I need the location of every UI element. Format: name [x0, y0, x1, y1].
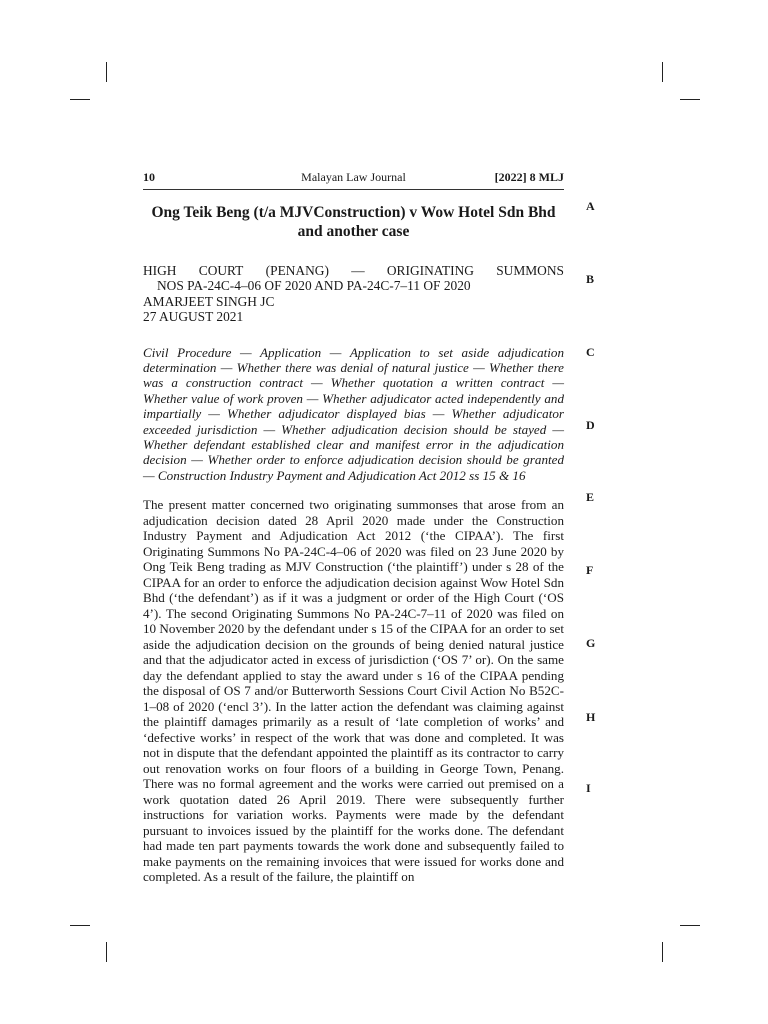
court-word: HIGH	[143, 263, 177, 278]
margin-letter: H	[586, 710, 596, 724]
crop-mark	[70, 99, 90, 100]
margin-letter: D	[586, 418, 595, 432]
margin-letter: G	[586, 636, 596, 650]
margin-letters	[586, 0, 598, 1024]
court-word: ORIGINATING	[386, 263, 474, 278]
margin-letter: C	[586, 345, 595, 359]
page-number: 10	[143, 170, 155, 184]
crop-mark	[680, 925, 700, 926]
crop-mark	[70, 925, 90, 926]
case-title	[143, 203, 564, 241]
crop-mark	[662, 942, 663, 962]
judge-name: AMARJEET SINGH JC	[143, 293, 275, 309]
crop-mark	[106, 62, 107, 82]
margin-letter: F	[586, 563, 594, 577]
running-head	[143, 170, 564, 190]
decision-date: 27 AUGUST 2021	[143, 309, 244, 325]
court-line	[143, 263, 564, 278]
margin-letter: B	[586, 272, 595, 286]
headnote: The present matter concerned two originating summonses that arose from an adjudication decision dated 28 April 2020 made under the Construction Industry Payment and Adjudication Act 2012 (‘the CIPAA’). The first Originating Summons No PA-24C-4–06 of 2020 was filed on 23 June 2020 by Ong Teik Beng trading as MJV Construction (‘the plaintiff’) under s 28 of the CIPAA for an order to enforce the adjudication decision against Wow Hotel Sdn Bhd (‘the defendant’) as if it was a judgment or order of the High Court (‘OS 4’). The second Originating Summons No PA-24C-7–11 of 2020 was filed on 10 November 2020 by the defendant under s 15 of the CIPAA for an order to set aside the adjudication decision on the grounds of being denied natural justice and that the adjudicator acted in excess of jurisdiction (‘OS 7’ or). On the same day the defendant applied to stay the award under s 16 of the CIPAA pending the disposal of OS 7 and/or Butterworth Sessions Court Civil Action No B52C-1–08 of 2020 (‘encl 3’). In the latter action the defendant was claiming against the plaintiff damages primarily as a result of ‘late completion of works’ and ‘defective works’ in respect of the work that was done and completed. It was not in dispute that the defendant appointed the plaintiff as its contractor to carry out renovation works on four floors of a building in George Town, Penang. There was no formal agreement and the works were carried out premised on a work quotation dated 26 April 2019. There were subsequently further instructions for variation works. Payments were made by the defendant pursuant to invoices issued by the plaintiff for the works done. The defendant had made ten part payments towards the work done and subsequently failed to make payments on the remaining invoices that were issued for works done and completed. As a result of the failure, the plaintiff on	[143, 497, 564, 885]
court-word: COURT	[198, 263, 244, 278]
case-title-line: and another case	[297, 223, 410, 240]
journal-name: Malayan Law Journal	[301, 170, 406, 184]
court-word: —	[351, 263, 365, 278]
court-word: (PENANG)	[265, 263, 329, 278]
court-details	[143, 263, 564, 325]
page-body	[143, 170, 564, 885]
margin-letter: E	[586, 490, 595, 504]
catchwords: Civil Procedure — Application — Application to set aside adjudication determination — Whether there was denial of natural justice — Whether there was a construction contract — Whether quotation a written contract — Whether value of work proven — Whether adjudicator acted independently and impartially — Whether adjudicator displayed bias — Whether adjudicator exceeded jurisdiction — Whether adjudication decision should be stayed — Whether defendant established clear and manifest error in the adjudication decision — Whether order to enforce adjudication decision should be granted — Construction Industry Payment and Adjudication Act 2012 ss 15 & 16	[143, 344, 564, 483]
court-word: SUMMONS	[496, 263, 564, 278]
crop-mark	[680, 99, 700, 100]
margin-letter: A	[586, 199, 595, 213]
court-line: NOS PA-24C-4–06 OF 2020 AND PA-24C-7–11 OF 2020	[157, 278, 471, 294]
margin-letter: I	[586, 781, 591, 795]
case-title-line: Ong Teik Beng (t/a MJVConstruction) v Wow Hotel Sdn Bhd	[151, 204, 556, 221]
report-citation: [2022] 8 MLJ	[494, 170, 564, 184]
crop-mark	[662, 62, 663, 82]
crop-mark	[106, 942, 107, 962]
